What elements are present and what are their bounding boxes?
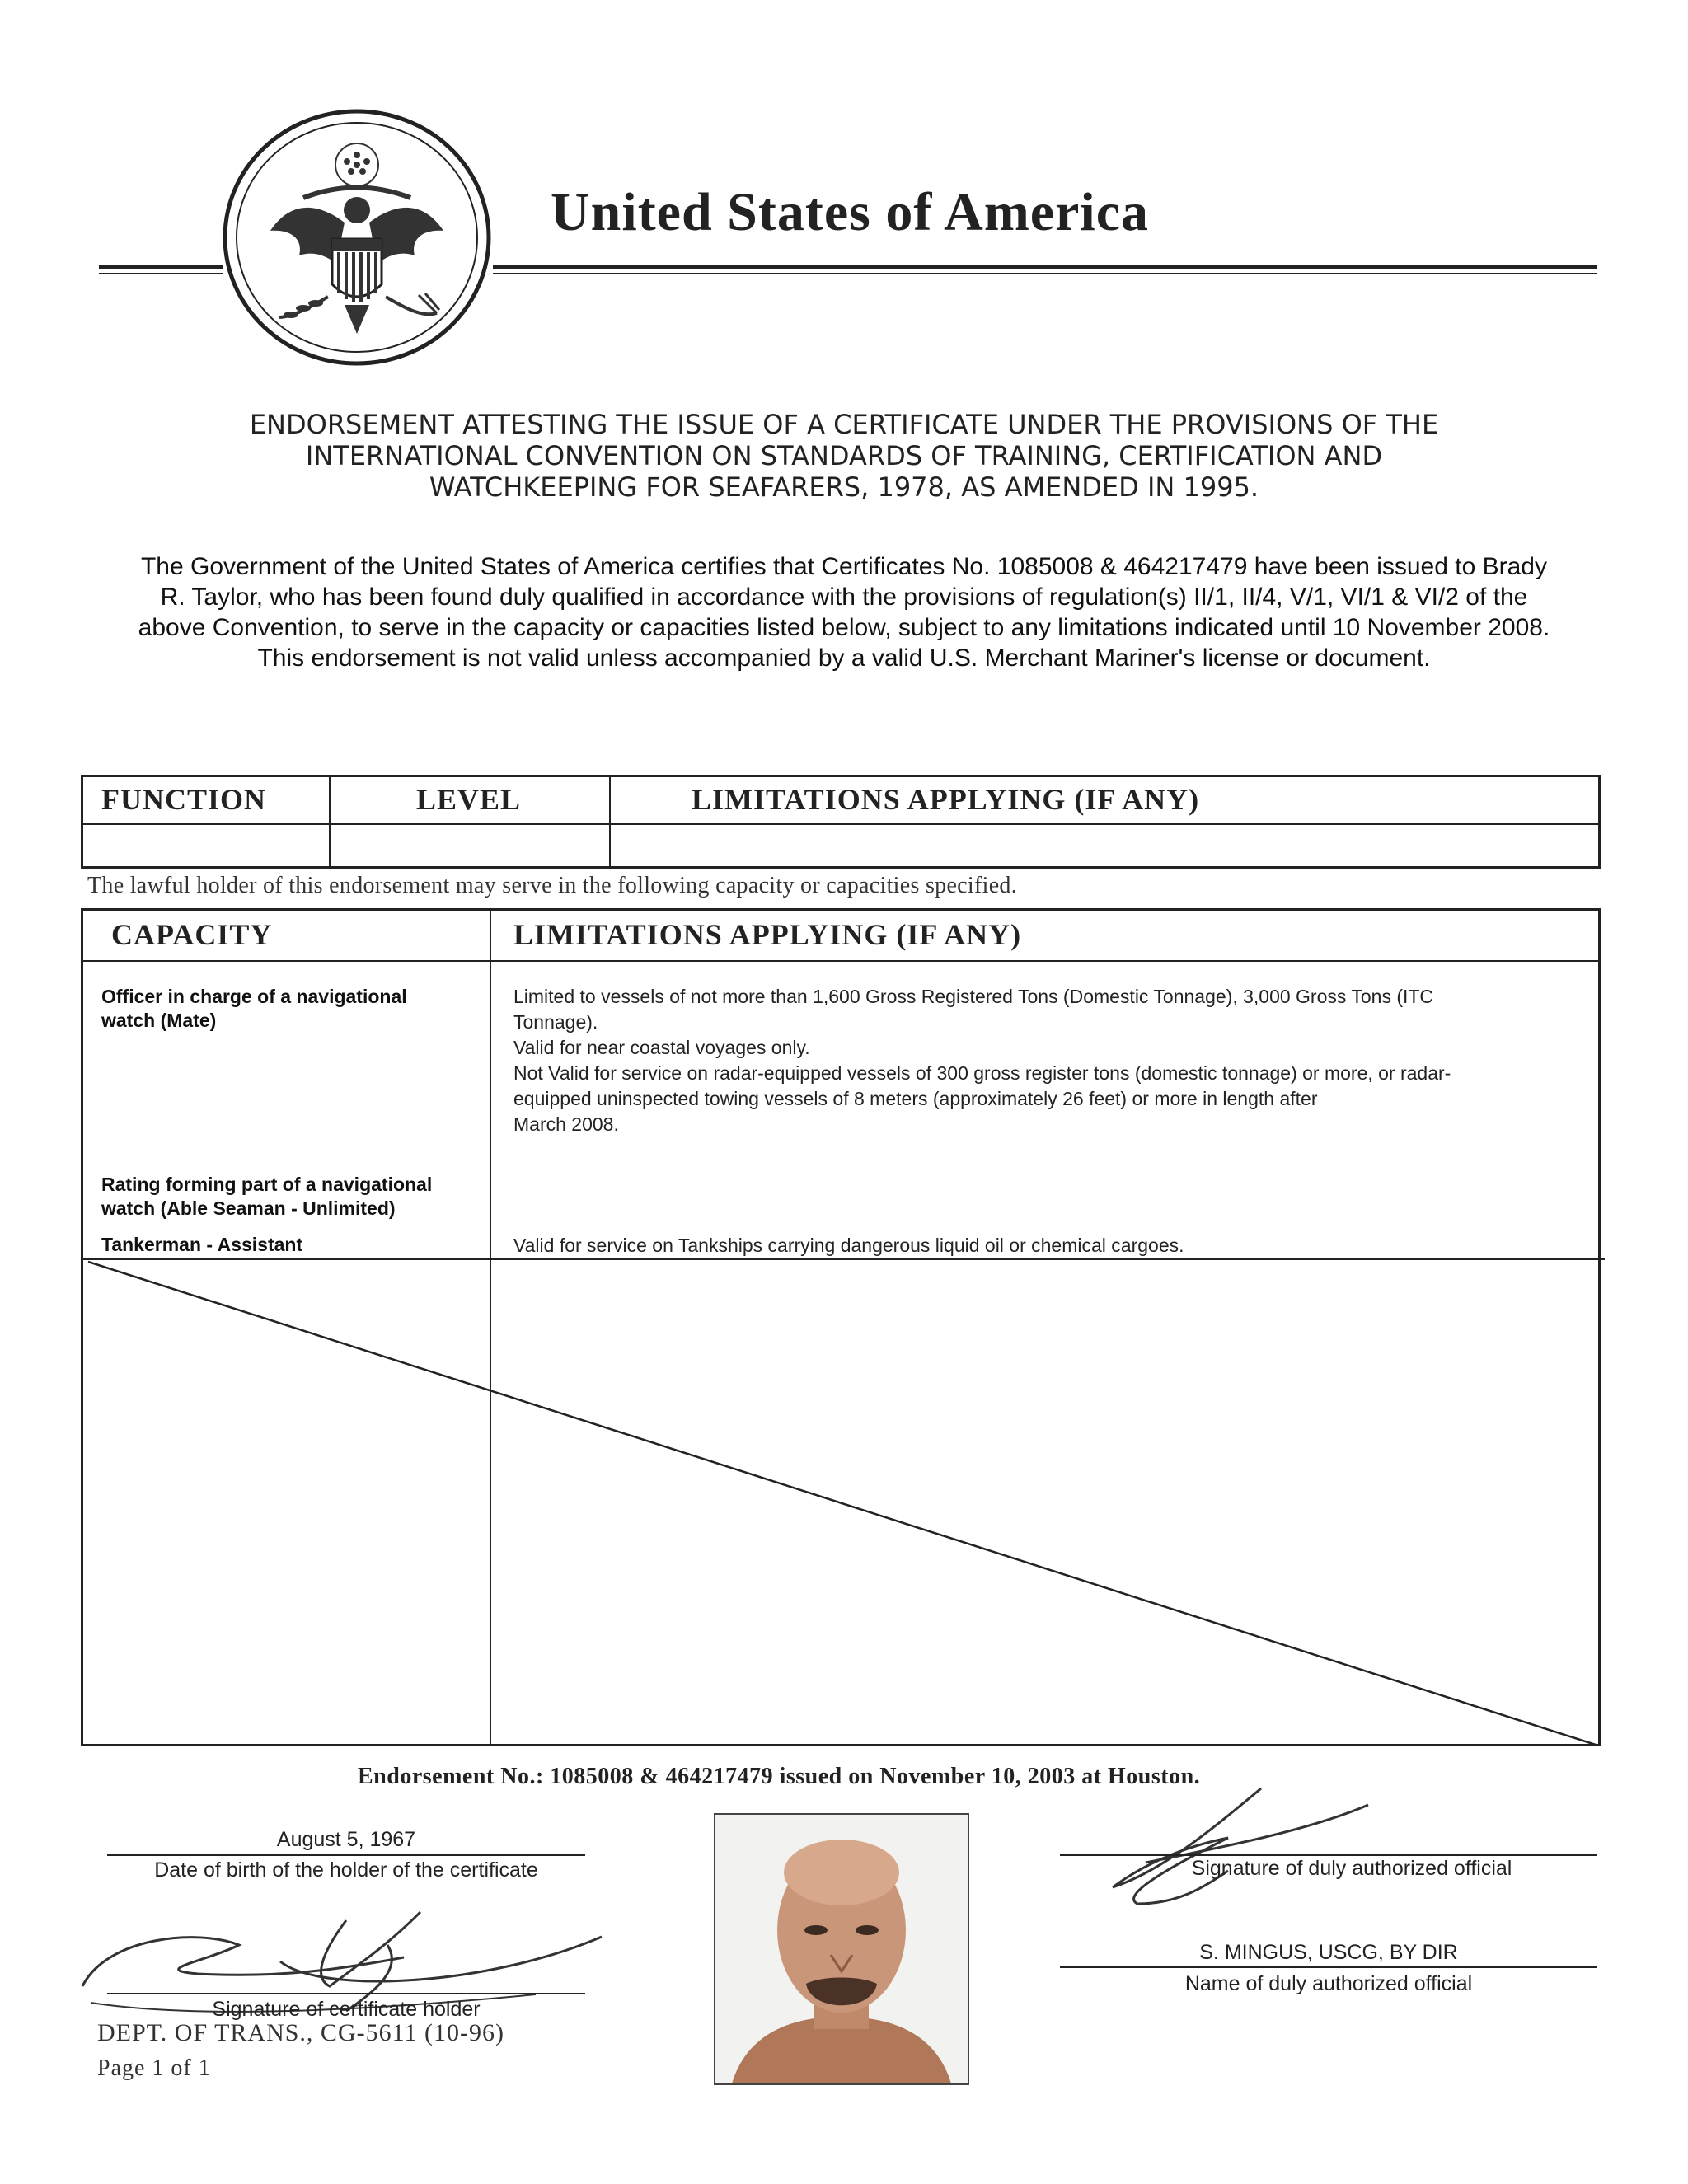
endorsement-heading-line-2: INTERNATIONAL CONVENTION ON STANDARDS OF TRAINING, CERTIFICATION AND [305,440,1383,471]
certification-line-3: above Convention, to serve in the capacity or capacities listed below, subject to any limitations indicated until 10 November 2008. [138,614,1550,641]
official-signature-label: Signature of duly authorized official [1191,1857,1512,1880]
certification-line-2: R. Taylor, who has been found duly qualified in accordance with the provisions of regulation(s) II/1, II/4, V/1, VI/1 & VI/2 of the [160,583,1528,611]
official-name-label: Name of duly authorized official [1184,1972,1473,1995]
endorsement-number-label: Endorsement No.: [358,1764,544,1789]
limit-row-1-line-3: Valid for near coastal voyages only. [513,1037,810,1058]
holder-signature-label: Signature of certificate holder [212,1998,481,2021]
function-table [81,775,1601,869]
header-rule-left-thick [99,265,223,269]
official-name-rule [1060,1966,1597,1968]
level-header: LEVEL [416,783,522,816]
page-number: Page 1 of 1 [97,2055,211,2081]
limit-row-1-line-6: March 2008. [513,1113,619,1135]
capacity-limitations-header: LIMITATIONS APPLYING (IF ANY) [513,918,1022,951]
official-name: S. MINGUS, USCG, BY DIR [1199,1941,1458,1964]
certification-line-1: The Government of the United States of America certifies that Certificates No. 1085008 & 464217479 have been issued to Brady [140,553,1547,580]
capacity-header: CAPACITY [111,918,273,951]
holder-dob: August 5, 1967 [276,1828,416,1851]
holder-dob-label: Date of birth of the holder of the certificate [154,1858,538,1882]
capacity-row-2-line-2: watch (Able Seaman - Unlimited) [101,1197,396,1219]
holder-signature-rule [107,1993,585,1994]
capacity-table [81,908,1601,1746]
great-seal-icon [221,107,493,368]
limit-row-1-line-2: Tonnage). [513,1011,598,1033]
endorsement-heading-line-1: ENDORSEMENT ATTESTING THE ISSUE OF A CERTIFICATE UNDER THE PROVISIONS OF THE [249,409,1439,440]
header-rule-right-thin [493,273,1597,274]
function-table-col-divider-2 [609,777,611,866]
capacity-row-3-line-1: Tankerman - Assistant [101,1234,303,1255]
endorsement-number-value: 1085008 & 464217479 issued on November 10, 2003 at Houston. [550,1764,1201,1789]
official-signature-rule [1060,1854,1597,1856]
limit-row-3-line-1: Valid for service on Tankships carrying dangerous liquid oil or chemical cargoes. [513,1235,1184,1256]
page-title: United States of America [551,182,1150,242]
function-header: FUNCTION [101,783,267,816]
function-table-header-divider [83,823,1598,825]
form-id: DEPT. OF TRANS., CG-5611 (10-96) [97,2019,504,2046]
limit-row-1-line-1: Limited to vessels of not more than 1,600 Gross Registered Tons (Domestic Tonnage), 3,000 Gross Tons (ITC [513,986,1434,1007]
holder-photo-icon [714,1813,969,2085]
holder-note: The lawful holder of this endorsement may serve in the following capacity or capacities specified. [87,873,1018,898]
endorsement-heading-line-3: WATCHKEEPING FOR SEAFARERS, 1978, AS AMENDED IN 1995. [429,471,1259,503]
capacity-row-1-line-1: Officer in charge of a navigational [101,986,407,1007]
function-limitations-header: LIMITATIONS APPLYING (IF ANY) [692,783,1200,816]
void-diagonal-line [83,911,1603,1749]
dob-rule [107,1854,585,1856]
capacity-row-2-line-1: Rating forming part of a navigational [101,1174,433,1195]
official-signature-icon [1063,1780,1376,1912]
certification-line-4: This endorsement is not valid unless accompanied by a valid U.S. Merchant Mariner's license or document. [257,644,1431,672]
limit-row-1-line-4: Not Valid for service on radar-equipped vessels of 300 gross register tons (domestic tonnage) or more, or radar- [513,1062,1451,1084]
limit-row-1-line-5: equipped uninspected towing vessels of 8 meters (approximately 26 feet) or more in length after [513,1088,1318,1109]
header-rule-right-thick [493,265,1597,269]
function-table-col-divider-1 [329,777,331,866]
header-rule-left-thin [99,273,223,274]
capacity-row-1-line-2: watch (Mate) [101,1010,217,1031]
